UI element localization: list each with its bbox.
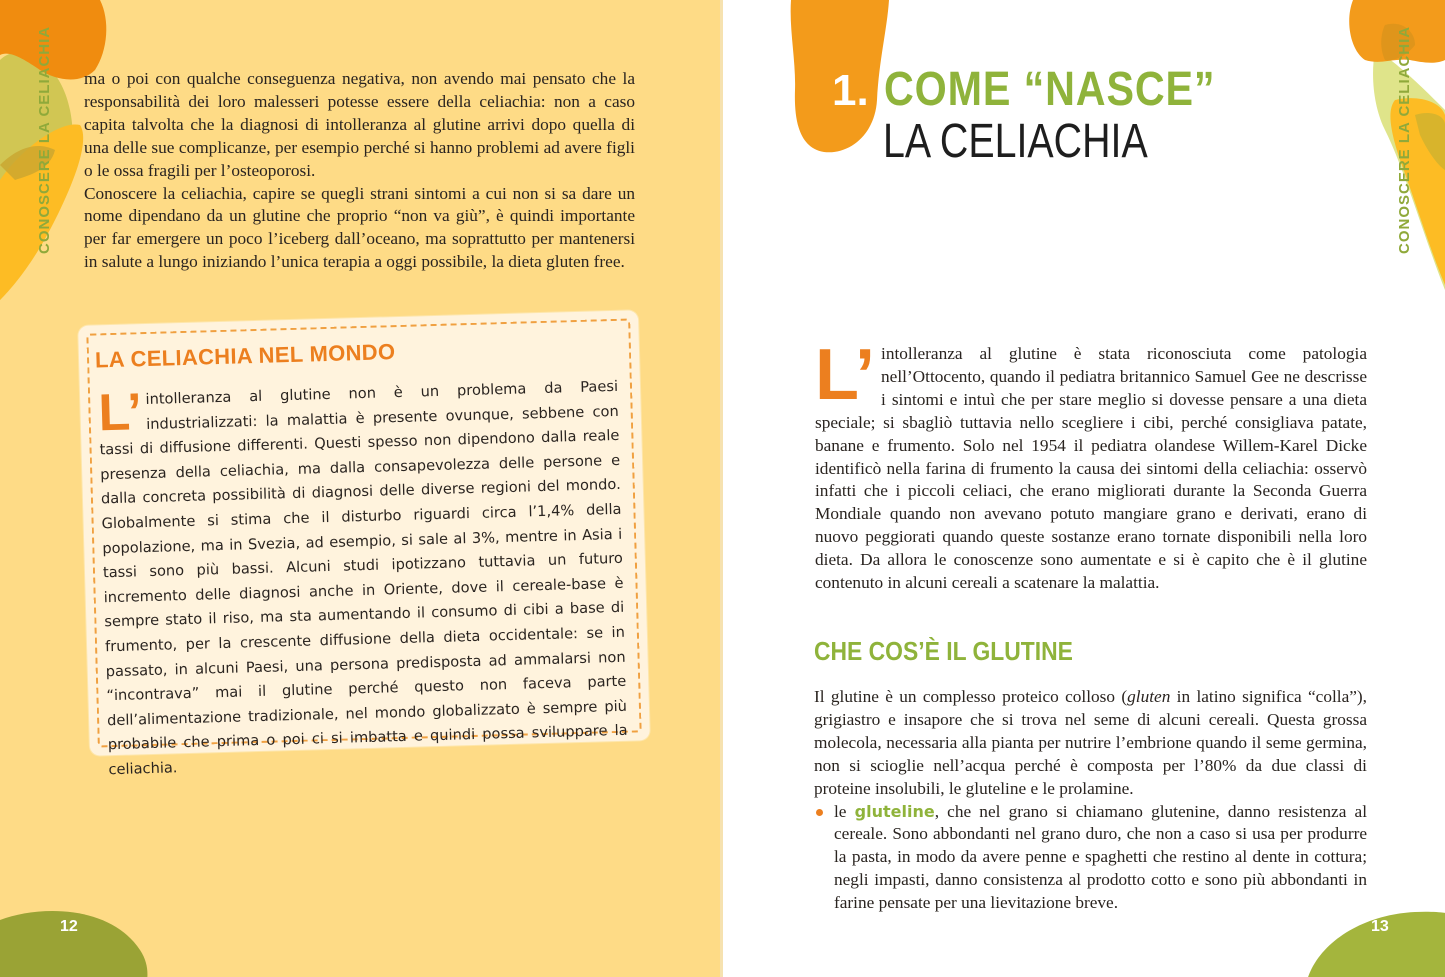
side-label: CONOSCERE LA CELIACHIA xyxy=(1396,25,1413,254)
latin-term: gluten xyxy=(1127,687,1171,706)
dropcap: L’ xyxy=(97,383,143,443)
chapter-title-line1: COME “NASCE” xyxy=(884,63,1216,116)
inset-box-celiachia-nel-mondo xyxy=(78,310,650,779)
decorative-blob-shapes-right xyxy=(1345,0,1445,290)
section-heading: CHE COS’È IL GLUTINE xyxy=(814,636,1073,666)
intro-text: intolleranza al glutine è stata riconosciuta come patologia nell’Ottocento, quando il pediatra britannico Samuel Gee ne descrisse i sintomi e intuì che per stare meglio si dovesse pensare a una dieta speciale; si sbagliò tuttavia nello scegliere i cibi, perché consigliava patate, banane e frumento. Solo nel 1954 il pediatra olandese Willem-Karel Dicke identificò nella farina di frumento la causa dei sintomi della celiachia: osservò infatti che i piccoli celiaci, che erano migliorati durante la Seconda Guerra Mondiale quando non avevano potuto mangiare grano e derivati, erano di nuovo peggiorati quando queste sostanze erano tornate disponibili nella loro dieta. Da allora le conoscenze sono aumentate e si è capito che è il glutine contenuto in alcuni cereali a scatenare la malattia. xyxy=(815,344,1367,593)
inset-text: intolleranza al glutine non è un problema da Paesi industrializzati: la malattia è presente ovunque, sebbene con tassi di diffusione differenti. Questi spesso non dipendono dalla reale presenza della celiachia, ma dalla consapevolezza delle persone e dalla concreta possibilità di diagnosi delle diverse regioni del mondo. Globalmente si stima che il disturbo riguardi circa l’1,4% della popolazione, ma in Svezia, ad esempio, si sale al 3%, mentre in Asia i tassi sono più bassi. Alcuni studi ipotizzano tuttavia un futuro incremento delle diagnosi anche in Oriente, dove il cereale-base è sempre stato il riso, ma sta aumentando il consumo di cibi a base di frumento, per la crescente diffusione della dieta occidentale: se in passato, in alcuni Paesi, una persona predisposta ad ammalarsi non “incontrava” mai il glutine perché questo non faceva parte dell’alimentazione tradizionale, nel mondo globalizzato è sempre più probabile che prima o poi ci si imbatta e quindi possa sviluppare la celiachia. xyxy=(99,377,628,779)
body-text-continued xyxy=(84,68,635,274)
paragraph: ma o poi con qualche conseguenza negativa, non avendo mai pensato che la responsabilità dei loro malesseri potesse essere della celiachia: non a caso capita talvolta che la diagnosi di intolleranza al glutine arrivi dopo quella di una delle sue complicanze, per esempio perché si hanno problemi ad avere figli o le ossa fragili per l’osteoporosi. xyxy=(84,69,635,180)
intro-paragraph xyxy=(815,335,1367,595)
chapter-number: 1. xyxy=(832,66,869,115)
paragraph: Conoscere la celiachia, capire se quegli strani sintomi a cui non si sa dare un nome dipendano da un glutine che proprio “non va giù”, è quindi importante per far emergere un poco l’iceberg dall’oceano, ma soprattutto per mantenersi in salute a lungo iniziando l’unica terapia a oggi possibile, la dieta gluten free. xyxy=(84,183,635,272)
list-item: le gluteline, che nel grano si chiamano glutenine, danno resistenza al cereale. Sono abbondanti nel grano duro, che non a caso si usa per produrre la pasta, in modo da avere penne e spaghetti che restino al dente in cottura; negli impasti, danno consistenza al prodotto cotto e sono più abbondanti in farine pensate per una lievitazione breve. xyxy=(814,801,1367,916)
bullet-list xyxy=(814,801,1367,916)
page-number: 13 xyxy=(1371,918,1389,935)
inset-body xyxy=(98,375,629,783)
dropcap: L’ xyxy=(815,335,876,415)
inset-title: LA CELIACHIA NEL MONDO xyxy=(94,339,396,373)
right-page xyxy=(723,0,1445,977)
chapter-title-line2: LA CELIACHIA xyxy=(883,115,1148,168)
bullet-icon xyxy=(816,809,823,816)
highlight-term: gluteline xyxy=(854,801,935,821)
page-number: 12 xyxy=(60,918,78,935)
side-label: CONOSCERE LA CELIACHIA xyxy=(36,25,53,254)
section-paragraph: Il glutine è un complesso proteico colloso (gluten in latino significa “colla”), grigiastro e insapore che si trova nel seme di alcuni cereali. Questa grossa molecola, necessaria alla pianta per nutrire l’embrione quando il seme germina, non si scioglie nell’acqua perché è composta per l’80% da due classi di proteine insolubili, le gluteline e le prolamine. xyxy=(814,687,1368,798)
page-number-blob xyxy=(0,910,160,977)
section-body xyxy=(814,686,1367,915)
